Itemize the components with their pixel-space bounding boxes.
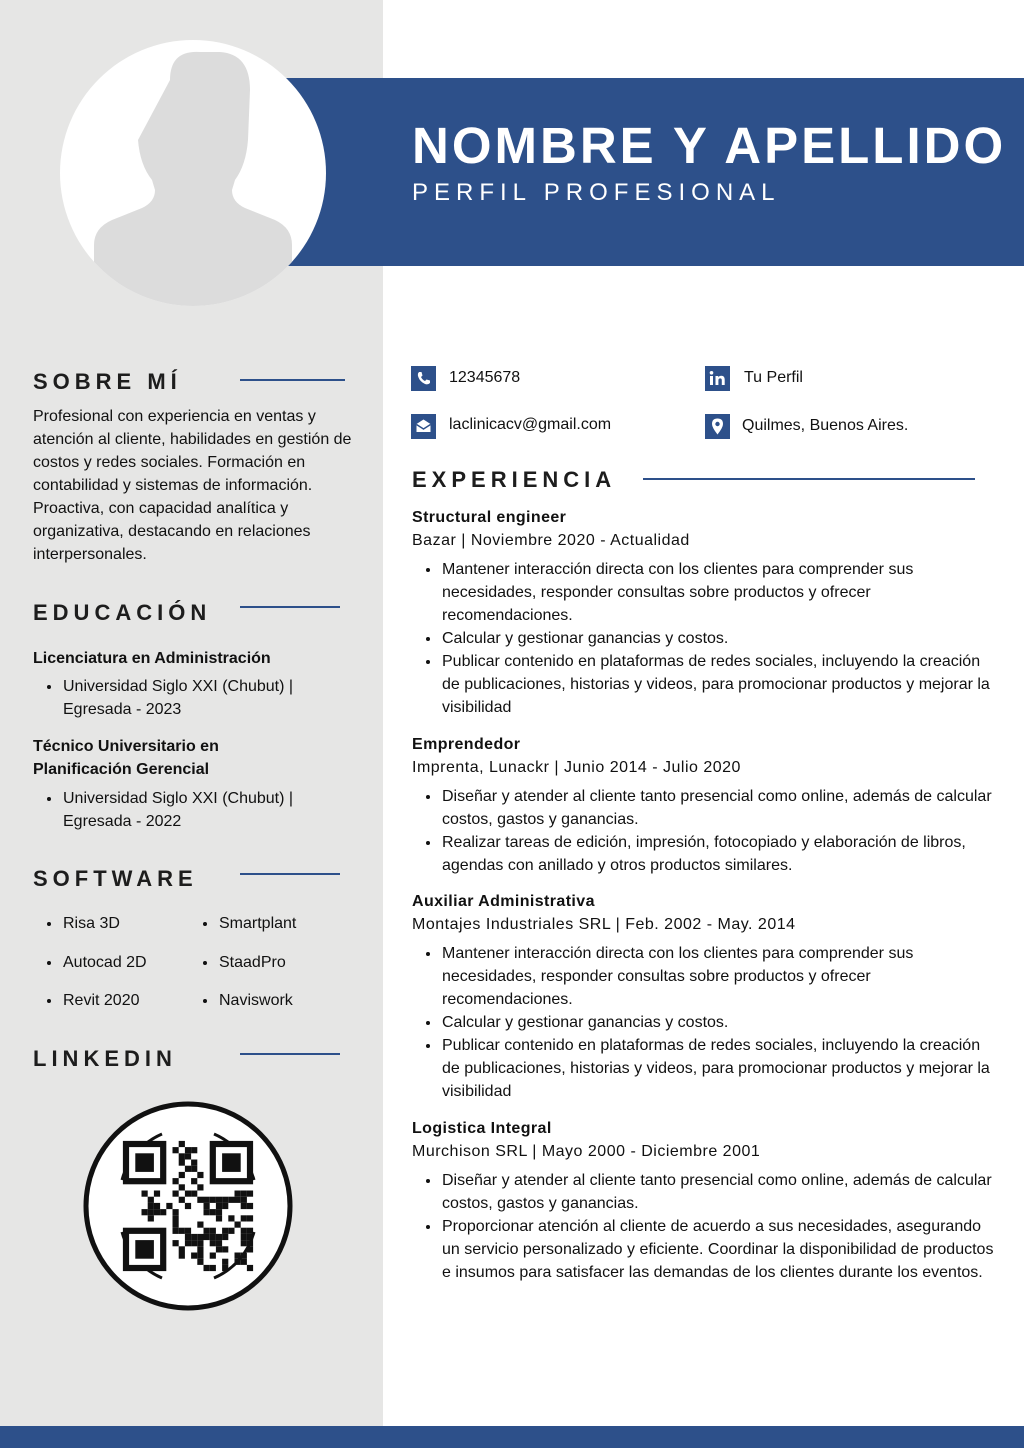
list-item: Mantener interacción directa con los clientes para comprender sus necesidades, responder consultas sobre productos y ofrecer recomendaciones. — [412, 942, 992, 1011]
job-title: Auxiliar Administrativa — [412, 893, 595, 910]
software-divider — [240, 873, 340, 875]
phone-icon — [411, 366, 436, 391]
about-divider — [240, 379, 345, 381]
list-item: Universidad Siglo XXI (Chubut) | Egresada - 2022 — [33, 787, 333, 833]
list-item: Publicar contenido en plataformas de redes sociales, incluyendo la creación de publicaciones, historias y videos, para promocionar productos y mejorar la visibilidad — [412, 650, 992, 719]
job-bullets — [412, 942, 992, 1103]
list-item: Publicar contenido en plataformas de redes sociales, incluyendo la creación de publicaciones, historias y videos, para promocionar productos y mejorar la visibilidad — [412, 1034, 992, 1103]
linkedin-divider — [240, 1053, 340, 1055]
job-meta: Bazar | Noviembre 2020 - Actualidad — [412, 532, 690, 549]
job-title: Structural engineer — [412, 509, 567, 526]
person-silhouette-icon — [60, 40, 326, 306]
about-title: SOBRE MÍ — [33, 369, 182, 394]
email-address[interactable]: laclinicacv@gmail.com — [449, 416, 612, 433]
list-item: Mantener interacción directa con los clientes para comprender sus necesidades, responder consultas sobre productos y ofrecer recomendaciones. — [412, 558, 992, 627]
software-title: SOFTWARE — [33, 866, 198, 891]
education-degree: Licenciatura en Administración — [33, 650, 271, 667]
about-text: Profesional con experiencia en ventas y atención al cliente, habilidades en gestión de costos y redes sociales. Formación en contabilidad y sistemas de información. Proactiva, con capacidad analítica y organizativa, destacando en relaciones interpersonales. — [33, 408, 352, 563]
phone-number[interactable]: 12345678 — [449, 369, 521, 386]
email-icon — [411, 414, 436, 439]
job-bullets — [412, 1169, 997, 1284]
list-item: Calcular y gestionar ganancias y costos. — [412, 1011, 992, 1034]
education-degree: Técnico Universitario en Planificación Gerencial — [33, 738, 219, 778]
professional-title: PERFIL PROFESIONAL — [412, 179, 781, 206]
job-bullets — [412, 785, 992, 877]
footer-bar — [0, 1426, 1024, 1448]
location-pin-icon — [705, 414, 730, 439]
list-item: Universidad Siglo XXI (Chubut) | Egresada - 2023 — [33, 675, 333, 721]
education-detail-list — [33, 787, 333, 833]
job-meta: Montajes Industriales SRL | Feb. 2002 - May. 2014 — [412, 916, 796, 933]
education-title: EDUCACIÓN — [33, 600, 212, 625]
software-item: Revit 2020 — [33, 989, 140, 1012]
list-item: Proporcionar atención al cliente de acuerdo a sus necesidades, asegurando un servicio personalizado y eficiente. Coordinar la disponibilidad de productos e insumos para satisfacer las demandas de los clientes durante los eventos. — [412, 1215, 997, 1284]
list-item: Realizar tareas de edición, impresión, fotocopiado y elaboración de libros, agendas con anillado y otros productos similares. — [412, 831, 992, 877]
software-item: Smartplant — [189, 912, 296, 935]
education-divider — [240, 606, 340, 608]
linkedin-profile-link[interactable]: Tu Perfil — [744, 369, 803, 386]
linkedin-icon — [705, 366, 730, 391]
job-title: Logistica Integral — [412, 1120, 552, 1137]
avatar — [60, 40, 326, 306]
list-item: Diseñar y atender al cliente tanto presencial como online, además de calcular costos, gastos y ganancias. — [412, 1169, 997, 1215]
software-item: Naviswork — [189, 989, 293, 1012]
qr-code-icon[interactable] — [82, 1100, 294, 1312]
experience-title: EXPERIENCIA — [412, 467, 617, 492]
software-item: StaadPro — [189, 951, 286, 974]
linkedin-title: LINKEDIN — [33, 1046, 177, 1071]
list-item: Diseñar y atender al cliente tanto presencial como online, además de calcular costos, gastos y ganancias. — [412, 785, 992, 831]
experience-divider — [643, 478, 975, 480]
job-meta: Imprenta, Lunackr | Junio 2014 - Julio 2020 — [412, 759, 741, 776]
job-bullets — [412, 558, 992, 719]
list-item: Calcular y gestionar ganancias y costos. — [412, 627, 992, 650]
job-title: Emprendedor — [412, 736, 521, 753]
software-item: Risa 3D — [33, 912, 120, 935]
location-text: Quilmes, Buenos Aires. — [742, 417, 909, 434]
job-meta: Murchison SRL | Mayo 2000 - Diciembre 2001 — [412, 1143, 761, 1160]
full-name: NOMBRE Y APELLIDO — [412, 117, 1007, 174]
education-detail-list — [33, 675, 333, 721]
software-item: Autocad 2D — [33, 951, 147, 974]
